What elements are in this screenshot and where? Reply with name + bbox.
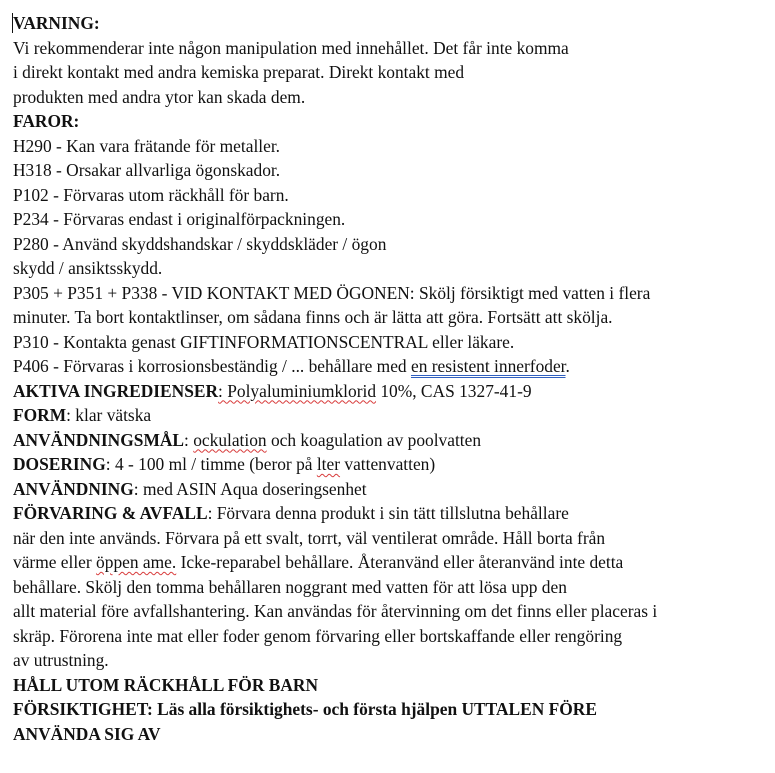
warning-line: i direkt kontakt med andra kemiska preparat. Direkt kontakt med <box>13 62 465 82</box>
purpose-line: ANVÄNDNINGSMÅL: ockulation och koagulation av poolvatten <box>13 429 482 450</box>
usage-line: ANVÄNDNING: med ASIN Aqua doseringsenhet <box>13 478 367 499</box>
grammar-flag[interactable]: en resistent innerfoder <box>410 356 566 376</box>
storage-line: värme eller öppen ame. Icke-reparabel behållare. Återanvänd eller återanvänd inte detta <box>13 552 624 572</box>
active-ingredients: AKTIVA INGREDIENSER: Polyaluminiumklorid 10%, CAS 1327-41-9 <box>13 380 532 401</box>
precaution-statement: P234 - Förvaras endast i originalförpackningen. <box>13 209 346 229</box>
storage-line: när den inte används. Förvara på ett svalt, torrt, väl ventilerat område. Håll borta från <box>13 527 606 548</box>
usage-label: ANVÄNDNING <box>13 478 134 499</box>
keep-away-heading: HÅLL UTOM RÄCKHÅLL FÖR BARN <box>13 674 319 695</box>
hazard-statement: H290 - Kan vara frätande för metaller. <box>13 135 281 156</box>
precaution-statement: P280 - Använd skyddshandskar / skyddskläder / ögon <box>13 233 387 254</box>
storage-line: av utrustning. <box>13 650 109 670</box>
storage-label: FÖRVARING & AVFALL <box>13 503 208 523</box>
precaution-statement: skydd / ansiktsskydd. <box>13 258 163 278</box>
precaution-statement: P305 + P351 + P338 - VID KONTAKT MED ÖGONEN: Skölj försiktigt med vatten i flera <box>13 282 651 303</box>
form-line: FORM: klar vätska <box>13 405 152 425</box>
precaution-statement: P310 - Kontakta genast GIFTINFORMATIONSCENTRAL eller läkare. <box>13 331 515 352</box>
storage-line: behållare. Skölj den tomma behållaren noggrant med vatten för att lösa upp den <box>13 576 567 597</box>
form-label: FORM <box>13 405 67 425</box>
purpose-label: ANVÄNDNINGSMÅL <box>13 429 185 450</box>
caution-line: ANVÄNDA SIG AV <box>13 723 161 744</box>
spelling-flag[interactable]: : Polyaluminiumklorid <box>218 380 377 401</box>
precaution-statement-p406: P406 - Förvaras i korrosionsbeständig / ... behållare med en resistent innerfoder. <box>13 356 570 376</box>
document-body[interactable] <box>13 11 769 746</box>
precaution-statement: minuter. Ta bort kontaktlinser, om sådana finns och är lätta att göra. Fortsätt att skölja. <box>13 307 613 327</box>
spelling-flag[interactable]: lter <box>316 454 341 474</box>
dosage-label: DOSERING <box>13 454 106 474</box>
caution-line: FÖRSIKTIGHET: Läs alla försiktighets- och första hjälpen UTTALEN FÖRE <box>13 699 597 719</box>
precaution-statement: P102 - Förvaras utom räckhåll för barn. <box>13 184 289 205</box>
warning-line: produkten med andra ytor kan skada dem. <box>13 86 306 107</box>
storage-line: skräp. Förorena inte mat eller foder genom förvaring eller bortskaffande eller rengöring <box>13 625 623 646</box>
storage-line: FÖRVARING & AVFALL: Förvara denna produkt i sin tätt tillslutna behållare <box>13 503 569 523</box>
hazards-heading: FAROR: <box>13 111 80 131</box>
spelling-flag[interactable]: ockulation <box>193 429 267 450</box>
spelling-flag[interactable]: öppen ame. <box>96 552 177 572</box>
storage-line: allt material före avfallshantering. Kan användas för återvinning om det finns eller placeras i <box>13 601 658 621</box>
hazard-statement: H318 - Orsakar allvarliga ögonskador. <box>13 160 281 180</box>
warning-line: Vi rekommenderar inte någon manipulation med innehållet. Det får inte komma <box>13 37 569 58</box>
active-ingredients-label: AKTIVA INGREDIENSER <box>13 380 219 401</box>
dosage-line: DOSERING: 4 - 100 ml / timme (beror på lter vattenvatten) <box>13 454 436 474</box>
warning-heading: VARNING: <box>13 13 100 33</box>
